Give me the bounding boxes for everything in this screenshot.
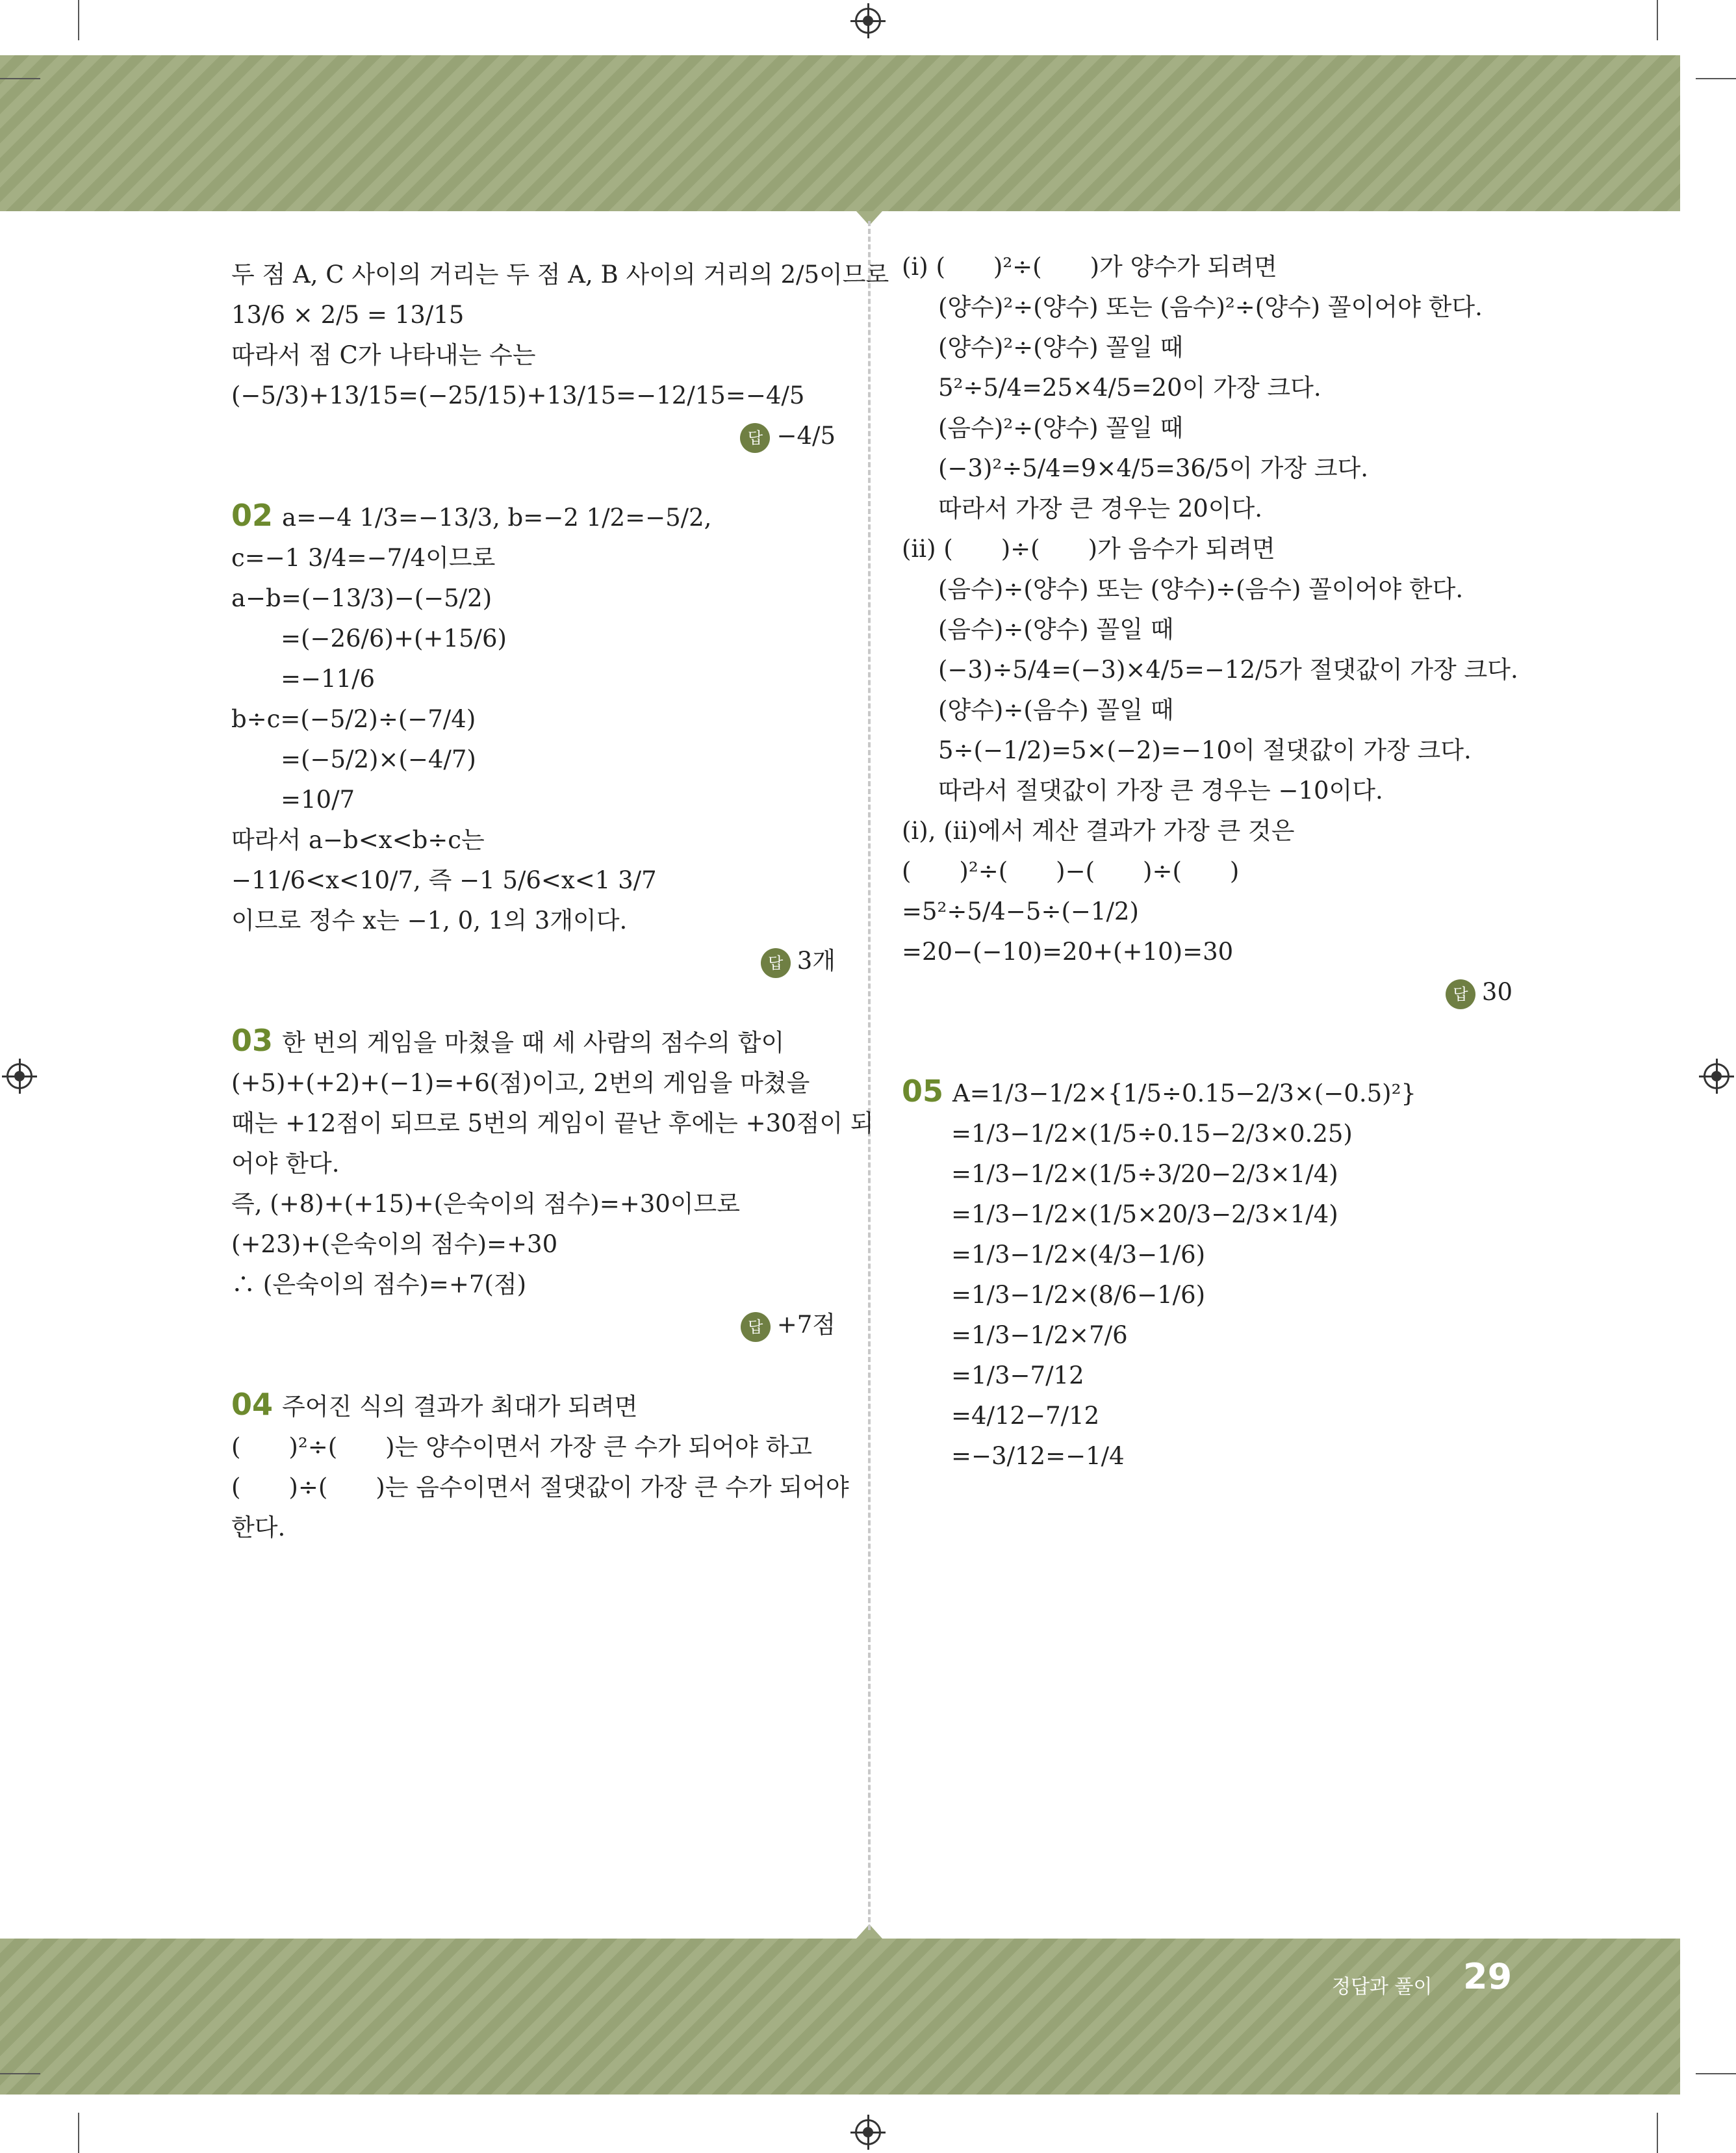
solution-line: (음수)²÷(양수) 꼴일 때	[938, 414, 1184, 442]
solution-line: =1/3−1/2×(8/6−1/6)	[951, 1281, 1206, 1309]
answer-04	[902, 972, 1513, 1012]
problem-number: 05	[902, 1074, 944, 1109]
solution-line: 13/6 × 2/5 = 13/15	[231, 301, 465, 329]
crop-mark	[78, 0, 79, 40]
solution-line: 한다.	[231, 1514, 286, 1541]
solution-line: 한 번의 게임을 마쳤을 때 세 사람의 점수의 합이	[282, 1029, 785, 1057]
answer-badge-icon: 답	[741, 1312, 771, 1342]
answer-value: 3개	[797, 947, 836, 975]
crop-mark	[78, 2113, 79, 2153]
footer-label: 정답과 풀이	[1332, 1976, 1433, 1998]
solution-line: (음수)÷(양수) 또는 (양수)÷(음수) 꼴이어야 한다.	[938, 575, 1464, 603]
problem-03-header	[231, 1020, 836, 1063]
answer-badge-icon: 답	[1446, 979, 1475, 1009]
solution-line: (양수)²÷(양수) 꼴일 때	[938, 333, 1184, 361]
column-divider	[868, 221, 871, 1930]
solution-line: (+23)+(은숙이의 점수)=+30	[231, 1230, 558, 1258]
solution-line: (음수)÷(양수) 꼴일 때	[938, 615, 1174, 643]
solution-line: =1/3−1/2×7/6	[951, 1321, 1128, 1349]
case-heading: (ⅱ) ( )÷( )가 음수가 되려면	[902, 535, 1275, 563]
header-band	[0, 55, 1680, 211]
solution-line: =4/12−7/12	[951, 1402, 1100, 1430]
registration-mark-icon	[6, 1063, 32, 1089]
problem-02-header	[231, 495, 836, 538]
solution-line: =−11/6	[281, 665, 376, 693]
solution-line: (ⅰ), (ⅱ)에서 계산 결과가 가장 큰 것은	[902, 817, 1295, 845]
solution-line: (−3)²÷5/4=9×4/5=36/5이 가장 크다.	[938, 454, 1368, 482]
answer-value: +7점	[776, 1311, 836, 1339]
problem-number: 03	[231, 1023, 274, 1058]
crop-mark	[0, 78, 40, 79]
solution-line: b÷c=(−5/2)÷(−7/4)	[231, 705, 476, 733]
solution-line: =(−5/2)×(−4/7)	[281, 745, 476, 773]
solution-line: 두 점 A, C 사이의 거리는 두 점 A, B 사이의 거리의 2/5이므로	[231, 261, 889, 289]
solution-line: 즉, (+8)+(+15)+(은숙이의 점수)=+30이므로	[231, 1190, 741, 1218]
registration-mark-icon	[1704, 1063, 1730, 1089]
left-column	[231, 255, 889, 1548]
solution-line: =20−(−10)=20+(+10)=30	[902, 938, 1234, 966]
solution-line: (양수)÷(음수) 꼴일 때	[938, 696, 1174, 724]
solution-line: =1/3−1/2×(1/5÷0.15−2/3×0.25)	[951, 1120, 1353, 1148]
solution-line: 따라서 가장 큰 경우는 20이다.	[938, 495, 1263, 522]
footer-band	[0, 1939, 1680, 2095]
solution-line: =10/7	[281, 786, 355, 814]
problem-04-header	[231, 1384, 836, 1427]
crop-mark	[1696, 2073, 1736, 2074]
solution-line: ∴ (은숙이의 점수)=+7(점)	[231, 1270, 527, 1298]
right-column	[902, 247, 1518, 1476]
solution-line: ( )²÷( )−( )÷( )	[902, 857, 1240, 885]
answer-02	[231, 941, 836, 981]
crop-mark	[1696, 78, 1736, 79]
answer-badge-icon: 답	[740, 423, 770, 453]
answer-badge-icon: 답	[761, 948, 791, 978]
solution-line: ( )÷( )는 음수이면서 절댓값이 가장 큰 수가 되어야	[231, 1473, 849, 1501]
answer-03	[231, 1305, 836, 1345]
crop-mark	[1657, 2113, 1658, 2153]
solution-line: =1/3−1/2×(1/5×20/3−2/3×1/4)	[951, 1200, 1338, 1228]
solution-line: 5²÷5/4=25×4/5=20이 가장 크다.	[938, 374, 1321, 402]
answer-value: 30	[1481, 978, 1513, 1006]
solution-line: 따라서 a−b<x<b÷c는	[231, 826, 485, 854]
solution-line: 따라서 절댓값이 가장 큰 경우는 −10이다.	[938, 777, 1383, 805]
solution-line: (−3)÷5/4=(−3)×4/5=−12/5가 절댓값이 가장 크다.	[938, 656, 1518, 684]
registration-mark-icon	[855, 2119, 881, 2145]
crop-mark	[0, 2073, 40, 2074]
answer-01	[231, 416, 836, 456]
page-number: 29	[1463, 1956, 1513, 1997]
answer-value: −4/5	[776, 422, 836, 450]
solution-line: =1/3−1/2×(1/5÷3/20−2/3×1/4)	[951, 1160, 1338, 1188]
solution-line: =1/3−1/2×(4/3−1/6)	[951, 1241, 1206, 1269]
solution-line: −11/6<x<10/7, 즉 −1 5/6<x<1 3/7	[231, 866, 657, 894]
case-heading: (ⅰ) ( )²÷( )가 양수가 되려면	[902, 253, 1277, 281]
registration-mark-icon	[855, 8, 881, 34]
solution-line: a=−4 1/3=−13/3, b=−2 1/2=−5/2,	[282, 504, 712, 532]
solution-line: =−3/12=−1/4	[951, 1442, 1125, 1470]
solution-line: 이므로 정수 x는 −1, 0, 1의 3개이다.	[231, 907, 628, 935]
solution-line: (−5/3)+13/15=(−25/15)+13/15=−12/15=−4/5	[231, 381, 805, 409]
crop-mark	[1657, 0, 1658, 40]
solution-line: 따라서 점 C가 나타내는 수는	[231, 341, 536, 369]
solution-line: (양수)²÷(양수) 또는 (음수)²÷(양수) 꼴이어야 한다.	[938, 293, 1483, 321]
solution-line: =(−26/6)+(+15/6)	[281, 625, 507, 652]
solution-line: 때는 +12점이 되므로 5번의 게임이 끝난 후에는 +30점이 되	[231, 1109, 874, 1137]
solution-line: a−b=(−13/3)−(−5/2)	[231, 584, 492, 612]
problem-number: 02	[231, 498, 274, 533]
solution-line: (+5)+(+2)+(−1)=+6(점)이고, 2번의 게임을 마쳤을	[231, 1069, 810, 1097]
solution-line: ( )²÷( )는 양수이면서 가장 큰 수가 되어야 하고	[231, 1433, 813, 1461]
solution-line: 어야 한다.	[231, 1150, 340, 1178]
solution-line: A=1/3−1/2×{1/5÷0.15−2/3×(−0.5)²}	[952, 1079, 1416, 1107]
solution-line: =1/3−7/12	[951, 1361, 1084, 1389]
problem-05-header	[902, 1071, 1513, 1114]
problem-number: 04	[231, 1387, 274, 1422]
solution-line: 5÷(−1/2)=5×(−2)=−10이 절댓값이 가장 크다.	[938, 736, 1472, 764]
solution-line: 주어진 식의 결과가 최대가 되려면	[282, 1393, 638, 1421]
solution-line: =5²÷5/4−5÷(−1/2)	[902, 897, 1139, 925]
solution-line: c=−1 3/4=−7/4이므로	[231, 544, 496, 572]
